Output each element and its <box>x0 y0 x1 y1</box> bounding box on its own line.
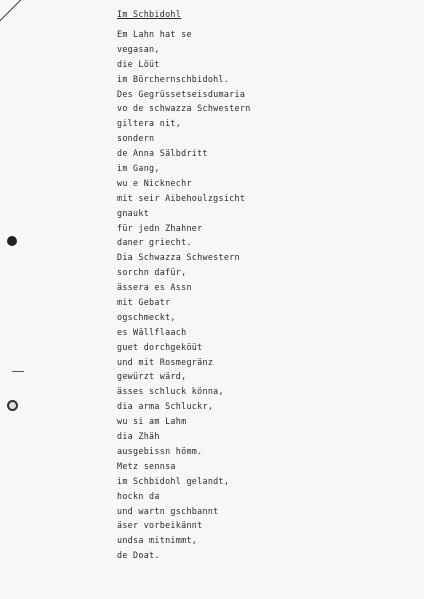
poem-title: Im Schbidohl <box>117 9 182 19</box>
poem-line: wu e Nicknechr <box>117 177 192 188</box>
poem-line: Metz sennsa <box>117 460 176 471</box>
poem-line: mit Gebatr <box>117 297 171 308</box>
punch-hole <box>7 400 18 411</box>
poem-line: vo de schwazza Schwestern <box>117 103 251 114</box>
poem-line: und wartn gschbannt <box>117 505 219 516</box>
margin-mark <box>12 371 24 372</box>
poem <box>117 10 251 563</box>
poem-line: Em Lahn hat se <box>117 29 192 39</box>
poem-line: de Anna Sälbdritt <box>117 148 208 159</box>
poem-line: sondern <box>117 133 155 144</box>
punch-hole <box>7 236 17 246</box>
poem-line: daner griecht. <box>117 237 192 248</box>
poem-line: im Börchernschbidohl. <box>117 73 230 84</box>
poem-line: Dia Schwazza Schwestern <box>117 252 240 263</box>
poem-line: sorchn dafür, <box>117 267 187 278</box>
poem-line: ässes schluck könna, <box>117 386 224 397</box>
poem-line: gewürzt wärd, <box>117 371 187 382</box>
poem-line: und mit Rosmegränz <box>117 356 214 367</box>
poem-line: es Wällflaach <box>117 326 187 337</box>
poem-line: undsa mitnimmt, <box>117 535 198 546</box>
poem-line: giltera nit, <box>117 118 182 129</box>
poem-line: äser vorbeikännt <box>117 520 203 531</box>
poem-line: im Schbidohl gelandt, <box>117 475 230 486</box>
poem-line: dia Zhäh <box>117 431 160 442</box>
poem-line: wu si am Lahm <box>117 416 187 427</box>
poem-line: für jedn Zhahner <box>117 222 203 233</box>
poem-line: gnaukt <box>117 207 150 218</box>
poem-line: hockn da <box>117 490 160 501</box>
poem-line: im Gang, <box>117 163 160 174</box>
poem-line: vegasan, <box>117 43 160 54</box>
corner-fold-line <box>0 0 40 31</box>
poem-line: Des Gegrüssetseisdumaria <box>117 88 246 99</box>
poem-line: dia arma Schluckr, <box>117 401 214 412</box>
poem-line: mit seir Aibehoulzgsicht <box>117 192 246 203</box>
poem-line: die Löüt <box>117 58 160 69</box>
poem-line: guet dorchgeköüt <box>117 341 203 352</box>
poem-line: de Doat. <box>117 550 160 561</box>
poem-line: ausgebissn hömm. <box>117 445 203 456</box>
poem-line: ogschmeckt, <box>117 311 176 322</box>
poem-line: ässera es Assn <box>117 282 192 293</box>
poem-lines <box>117 27 251 563</box>
